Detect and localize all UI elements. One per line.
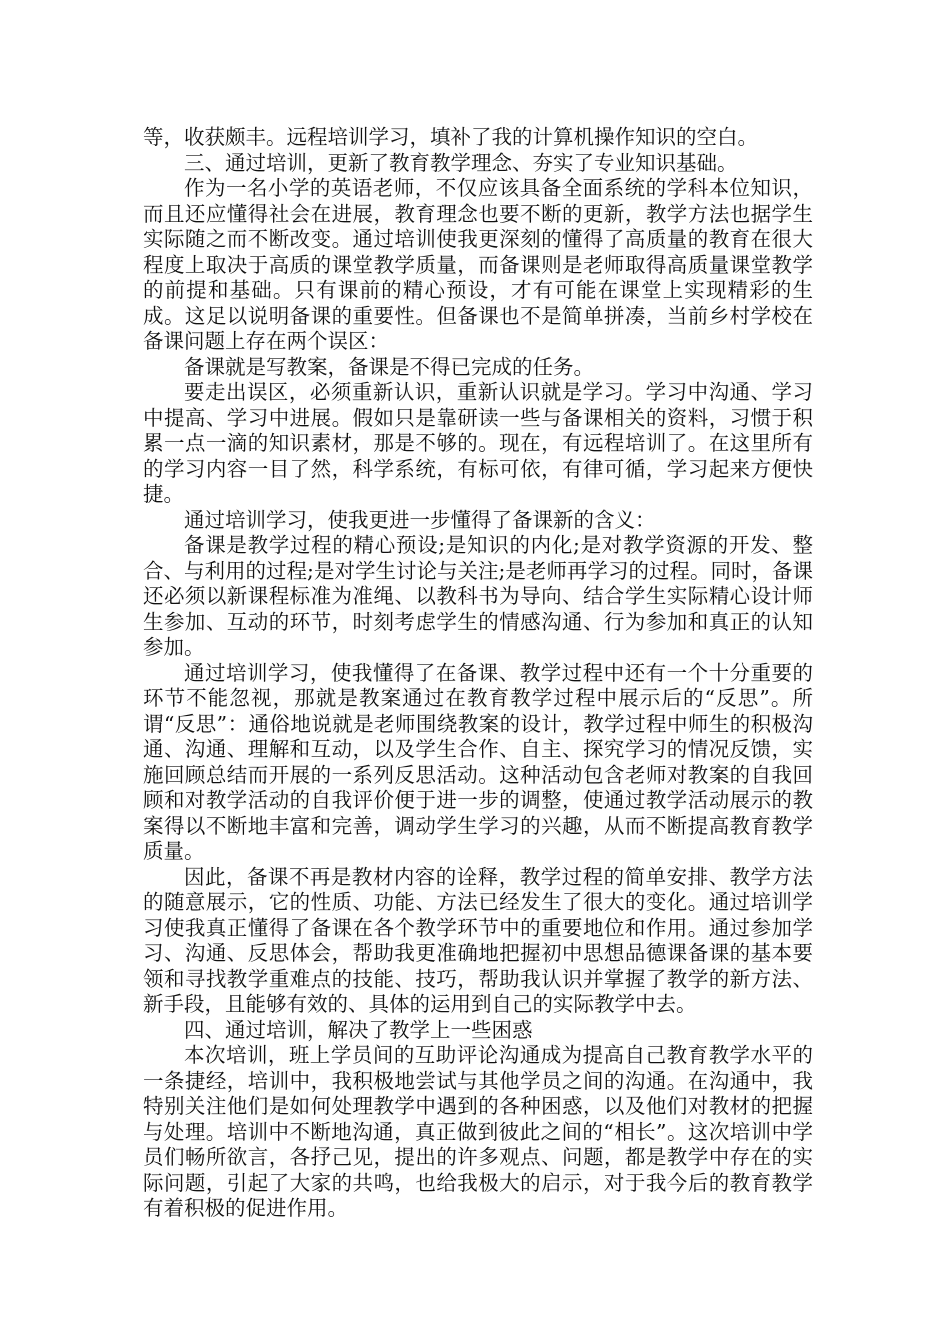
section-heading-four: 四、通过培训，解决了教学上一些困惑: [184, 1017, 533, 1042]
paragraph: 备课是教学过程的精心预设;是知识的内化;是对教学资源的开发、整合、与利用的过程;是对学生讨论与关注;是老师再学习的过程。同时，备课还必须以新课程标准为准绳、以教科书为导向、结合学生实际精心设计师生参加、互动的环节，时刻考虑学生的情感沟通、行为参加和真正的认知参加。: [143, 533, 813, 659]
paragraph: 因此，备课不再是教材内容的诠释，教学过程的简单安排、教学方法的随意展示，它的性质、功能、方法已经发生了很大的变化。通过培训学习使我真正懂得了备课在各个教学环节中的重要地位和作用。通过参加学习、沟通、反思体会，帮助我更准确地把握初中思想品德课备课的基本要领和寻找教学重难点的技能、技巧，帮助我认识并掌握了教学的新方法、新手段，且能够有效的、具体的运用到自己的实际教学中去。: [143, 864, 813, 1016]
paragraph: 本次培训，班上学员间的互助评论沟通成为提高自己教育教学水平的一条捷经，培训中，我积极地尝试与其他学员之间的沟通。在沟通中，我特别关注他们是如何处理教学中遇到的各种困惑，以及他们对教材的把握与处理。培训中不断地沟通，真正做到彼此之间的“相长”。这次培训中学员们畅所欲言，各抒己见，提出的许多观点、问题，都是教学中存在的实际问题，引起了大家的共鸣，也给我极大的启示，对于我今后的教育教学有着积极的促进作用。: [143, 1043, 813, 1220]
paragraph: 要走出误区，必须重新认识，重新认识就是学习。学习中沟通、学习中提高、学习中进展。假如只是靠研读一些与备课相关的资料，习惯于积累一点一滴的知识素材，那是不够的。现在，有远程培训了。在这里所有的学习内容一目了然，科学系统，有标可依，有律可循，学习起来方便快捷。: [143, 380, 813, 506]
section-heading-three: 三、通过培训，更新了教育教学理念、夯实了专业知识基础。: [184, 150, 738, 175]
document-body: [143, 125, 813, 1222]
paragraph: 作为一名小学的英语老师，不仅应该具备全面系统的学科本位知识，而且还应懂得社会在进展，教育理念也要不断的更新，教学方法也据学生实际随之而不断改变。通过培训使我更深刻的懂得了高质量的教育在很大程度上取决于高质的课堂教学质量，而备课则是老师取得高质量课堂教学的前提和基础。只有课前的精心预设，才有可能在课堂上实现精彩的生成。这足以说明备课的重要性。但备课也不是简单拼凑，当前乡村学校在备课问题上存在两个误区：: [143, 176, 813, 353]
paragraph: 通过培训学习，使我更进一步懂得了备课新的含义：: [184, 507, 656, 532]
paragraph-continuation: 等，收获颇丰。远程培训学习，填补了我的计算机操作知识的空白。: [143, 125, 758, 149]
paragraph: 备课就是写教案，备课是不得已完成的任务。: [184, 354, 594, 379]
paragraph: 通过培训学习，使我懂得了在备课、教学过程中还有一个十分重要的环节不能忽视，那就是教案通过在教育教学过程中展示后的“反思”。所谓“反思”：通俗地说就是老师围绕教案的设计，教学过程中师生的积极沟通、沟通、理解和互动，以及学生合作、自主、探究学习的情况反馈，实施回顾总结而开展的一系列反思活动。这种活动包含老师对教案的自我回顾和对教学活动的自我评价便于进一步的调整，使通过教学活动展示的教案得以不断地丰富和完善，调动学生学习的兴趣，从而不断提高教育教学质量。: [143, 660, 813, 863]
